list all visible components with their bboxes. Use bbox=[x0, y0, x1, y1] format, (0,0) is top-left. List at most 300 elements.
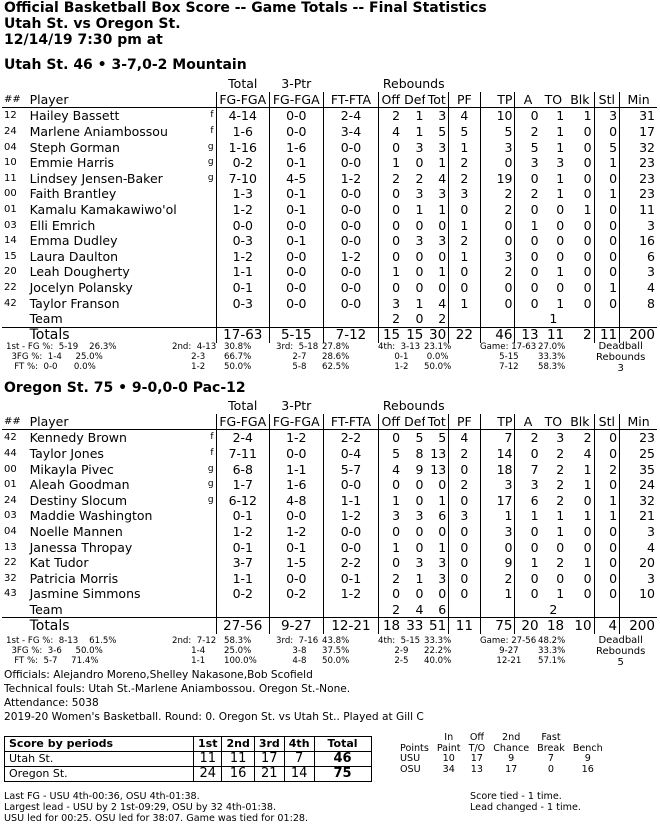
sp-header: 2nd bbox=[222, 737, 254, 752]
player-position: g bbox=[207, 494, 214, 505]
stat-value: 2 bbox=[379, 171, 402, 187]
ps-value: 16 bbox=[581, 763, 594, 775]
stat-value: 0 bbox=[438, 217, 447, 233]
player-row bbox=[2, 217, 657, 233]
stat-value: 0 bbox=[594, 217, 620, 233]
stat-value: 0 bbox=[449, 202, 480, 218]
stat-value: 0 bbox=[415, 264, 424, 280]
spacer bbox=[566, 602, 594, 618]
stat-value: 0 bbox=[379, 139, 402, 155]
spacer bbox=[28, 76, 203, 92]
jersey-number: 43 bbox=[4, 588, 17, 600]
stat-value: 16 bbox=[620, 233, 657, 249]
stat-value: 0 bbox=[556, 570, 565, 586]
stat-value: 0 bbox=[379, 555, 402, 571]
stat-value: 0 bbox=[594, 539, 620, 555]
spacer bbox=[541, 398, 567, 414]
stat-value: 1 bbox=[379, 264, 402, 280]
stat-value: 2 bbox=[480, 571, 515, 587]
stat-value: 0 bbox=[556, 539, 565, 555]
ps-head bbox=[396, 733, 433, 744]
player-position bbox=[202, 295, 216, 311]
group-header-rebounds: Rebounds bbox=[382, 76, 445, 92]
stat-value: 0 bbox=[583, 248, 592, 264]
player-position: g bbox=[207, 463, 214, 474]
deadball-rebounds: Deadball Rebounds 3 bbox=[596, 341, 646, 374]
stat-value: 1 bbox=[515, 555, 541, 571]
totals-value: 7-12 bbox=[323, 327, 379, 343]
jersey-number: 22 bbox=[4, 557, 17, 569]
stat-value: 0-0 bbox=[323, 202, 379, 218]
stat-value: 1 bbox=[594, 186, 620, 202]
stat-value: 10 bbox=[620, 586, 657, 602]
stat-value: 4-5 bbox=[270, 171, 324, 187]
stat-value: 0 bbox=[583, 492, 592, 508]
jersey-number: 42 bbox=[4, 297, 17, 309]
spacer bbox=[216, 311, 270, 327]
player-name: Mikayla Pivec bbox=[29, 461, 114, 477]
player-name: Patricia Morris bbox=[29, 570, 119, 586]
player-row bbox=[2, 524, 657, 540]
sp-score: 11 bbox=[222, 752, 254, 767]
stat-value: 3 bbox=[449, 186, 480, 202]
spacer bbox=[515, 602, 541, 618]
stat-value: 5 bbox=[449, 124, 480, 140]
stat-value: 2-2 bbox=[323, 430, 379, 446]
stat-value: 1 bbox=[480, 586, 515, 602]
stat-value: 0 bbox=[449, 539, 480, 555]
stat-value: 0 bbox=[515, 586, 541, 602]
ps-head: 2nd bbox=[502, 732, 521, 743]
matchup-title: Utah St. vs Oregon St. bbox=[4, 16, 181, 32]
stat-value: 2 bbox=[449, 477, 480, 493]
stat-value: 4 bbox=[449, 108, 480, 124]
column-header: FG-FGA bbox=[270, 414, 324, 430]
stat-value: 1 bbox=[594, 493, 620, 509]
stat-value: 0 bbox=[480, 280, 515, 296]
stat-value: 9 bbox=[415, 461, 424, 477]
technical-fouls: Technical fouls: Utah St.-Marlene Aniambossou. Oregon St.-None. bbox=[4, 683, 351, 695]
ps-value: 17 bbox=[505, 763, 518, 775]
stat-value: 1 bbox=[556, 108, 565, 124]
stat-value: 1 bbox=[438, 202, 447, 218]
stat-value: 0-0 bbox=[323, 264, 379, 280]
stat-value: 1 bbox=[556, 264, 565, 280]
stat-value: 23 bbox=[620, 155, 657, 171]
stat-value: 2 bbox=[425, 311, 448, 327]
stat-value: 18 bbox=[480, 461, 515, 477]
stat-value: 8 bbox=[620, 295, 657, 311]
stat-value: 0 bbox=[583, 217, 592, 233]
spacer bbox=[620, 76, 657, 92]
stat-value: 0 bbox=[438, 280, 447, 296]
stat-value: 0-0 bbox=[270, 571, 324, 587]
column-header: FG-FGA bbox=[216, 414, 270, 430]
column-header: Tot bbox=[425, 414, 448, 430]
ps-value: 17 bbox=[470, 753, 484, 764]
stat-value: 23 bbox=[620, 171, 657, 187]
stat-value: 0 bbox=[583, 524, 592, 540]
player-row bbox=[2, 155, 657, 171]
stat-value: 2 bbox=[556, 446, 565, 462]
spacer bbox=[323, 311, 379, 327]
stat-value: 6 bbox=[620, 249, 657, 265]
stat-value: 2 bbox=[556, 461, 565, 477]
player-name: Kat Tudor bbox=[29, 555, 89, 571]
stat-value: 0 bbox=[556, 233, 565, 249]
stat-value: 20 bbox=[620, 555, 657, 571]
column-header: Blk bbox=[566, 92, 594, 108]
stat-value: 1 bbox=[515, 217, 541, 233]
player-name: Janessa Thropay bbox=[29, 539, 133, 555]
stat-value: 7 bbox=[515, 461, 541, 477]
stat-value: 3 bbox=[594, 108, 620, 124]
stat-value: 0 bbox=[583, 170, 592, 186]
spacer bbox=[202, 398, 216, 414]
stat-value: 0-0 bbox=[270, 280, 324, 296]
pct-column: 1st - FG %: 5-19 26.3% 3FG %: 1-4 25.0% FT %: 0-0 0.0% bbox=[6, 342, 117, 372]
player-position bbox=[202, 249, 216, 265]
stat-value: 3 bbox=[620, 217, 657, 233]
spacer bbox=[594, 311, 620, 327]
stat-value: 1 bbox=[415, 295, 424, 311]
pct-column: 33.3% 22.2% 40.0% bbox=[424, 636, 452, 666]
stat-value: 5 bbox=[379, 446, 402, 462]
stat-value: 0 bbox=[594, 571, 620, 587]
stat-value: 0 bbox=[594, 430, 620, 446]
stat-value: 1 bbox=[449, 139, 480, 155]
stat-value: 10 bbox=[480, 108, 515, 124]
stat-value: 0-0 bbox=[270, 249, 324, 265]
stat-value: 0-0 bbox=[323, 524, 379, 540]
sp-score: 14 bbox=[284, 767, 314, 782]
stat-value: 1 bbox=[415, 570, 424, 586]
stat-value: 0 bbox=[449, 461, 480, 477]
stat-value: 13 bbox=[430, 461, 447, 477]
totals-value: 75 bbox=[480, 618, 515, 634]
stat-value: 0 bbox=[480, 155, 515, 171]
sp-header: 1st bbox=[194, 737, 222, 752]
player-row bbox=[2, 108, 657, 124]
stat-value: 1 bbox=[449, 295, 480, 311]
stat-value: 0-1 bbox=[270, 539, 324, 555]
totals-value: 22 bbox=[449, 327, 480, 343]
stat-value: 3 bbox=[415, 186, 424, 202]
stat-value: 0 bbox=[449, 586, 480, 602]
stat-value: 1 bbox=[583, 508, 592, 524]
player-position: f bbox=[210, 432, 214, 443]
stat-value: 1-6 bbox=[270, 477, 324, 493]
stat-value: 25 bbox=[620, 446, 657, 462]
stat-value: 5 bbox=[480, 124, 515, 140]
largest-lead: Largest lead - USU by 2 1st-09:29, OSU by 32 4th-01:38. bbox=[4, 802, 277, 813]
totals-value: 27-56 bbox=[216, 618, 270, 634]
pct-column: 3rd: 7-16 3-8 4-8 bbox=[276, 636, 319, 666]
stat-value: 0 bbox=[480, 217, 515, 233]
stat-value: 1 bbox=[379, 493, 402, 509]
jersey-number: 13 bbox=[4, 541, 17, 553]
group-header-3ptr: 3-Ptr bbox=[281, 398, 312, 414]
totals-row bbox=[2, 327, 657, 343]
stat-value: 1 bbox=[449, 249, 480, 265]
column-header-number: ## bbox=[2, 92, 28, 108]
ps-value: 34 bbox=[442, 763, 455, 775]
stat-value: 1-16 bbox=[216, 139, 270, 155]
totals-label: Totals bbox=[29, 617, 70, 634]
stat-value: 2 bbox=[449, 233, 480, 249]
stat-value: 1 bbox=[556, 186, 565, 202]
player-row bbox=[2, 461, 657, 477]
stat-value: 1 bbox=[556, 124, 565, 140]
ps-value: 0 bbox=[547, 763, 555, 775]
team-row bbox=[2, 311, 657, 327]
stat-value: 0 bbox=[415, 524, 424, 540]
stat-value: 0 bbox=[583, 295, 592, 311]
stat-value: 13 bbox=[430, 446, 447, 462]
totals-value: 15 bbox=[406, 327, 424, 343]
ps-value: 9 bbox=[584, 753, 591, 764]
stat-value: 32 bbox=[620, 493, 657, 509]
stat-value: 1 bbox=[379, 155, 402, 171]
stat-value: 1 bbox=[556, 508, 565, 524]
column-header: Off bbox=[379, 92, 402, 108]
stat-value: 1 bbox=[583, 202, 592, 218]
player-row bbox=[2, 446, 657, 462]
stat-value: 1-2 bbox=[323, 249, 379, 265]
jersey-number: 11 bbox=[4, 172, 17, 184]
stat-value: 0 bbox=[438, 524, 447, 540]
stat-value: 0 bbox=[449, 264, 480, 280]
stat-value: 0 bbox=[402, 311, 425, 327]
stat-value: 2 bbox=[594, 461, 620, 477]
stat-value: 3 bbox=[438, 108, 447, 124]
stat-value: 8 bbox=[415, 446, 424, 462]
player-name: Lindsey Jensen-Baker bbox=[29, 170, 163, 186]
spacer bbox=[270, 602, 324, 618]
stat-value: 3 bbox=[480, 249, 515, 265]
stat-value: 0-0 bbox=[323, 217, 379, 233]
stat-value: 0 bbox=[415, 492, 424, 508]
spacer bbox=[620, 602, 657, 618]
stat-value: 1 bbox=[480, 508, 515, 524]
stat-value: 0 bbox=[515, 280, 541, 296]
stat-value: 0-0 bbox=[270, 446, 324, 462]
stat-value: 3 bbox=[438, 186, 447, 202]
stat-value: 1-1 bbox=[216, 571, 270, 587]
stat-value: 0-0 bbox=[323, 155, 379, 171]
column-header: Min bbox=[620, 92, 657, 108]
stat-value: 1 bbox=[556, 586, 565, 602]
column-header: TO bbox=[541, 92, 567, 108]
player-name: Leah Dougherty bbox=[29, 264, 130, 280]
stat-value: 2 bbox=[556, 477, 565, 493]
sp-header: 4th bbox=[284, 737, 314, 752]
player-row bbox=[2, 539, 657, 555]
spacer bbox=[449, 311, 480, 327]
stat-value: 0-2 bbox=[216, 586, 270, 602]
totals-value: 11 bbox=[546, 327, 565, 343]
ps-team: USU bbox=[400, 753, 421, 764]
stat-value: 2 bbox=[480, 202, 515, 218]
jersey-number: 12 bbox=[4, 110, 17, 122]
player-row bbox=[2, 477, 657, 493]
jersey-number: 32 bbox=[4, 572, 17, 584]
stat-value: 1-2 bbox=[270, 430, 324, 446]
column-header: Blk bbox=[566, 414, 594, 430]
stat-value: 1-1 bbox=[323, 493, 379, 509]
stat-value: 0 bbox=[594, 202, 620, 218]
stat-value: 2 bbox=[449, 171, 480, 187]
spacer bbox=[515, 311, 541, 327]
stat-value: 0 bbox=[594, 124, 620, 140]
column-header: Stl bbox=[594, 414, 620, 430]
pct-column: 30.8% 66.7% 50.0% bbox=[224, 342, 252, 372]
pct-column: Game: 27-56 9-27 12-21 bbox=[480, 636, 537, 666]
column-header-number: ## bbox=[2, 414, 28, 430]
jersey-number: 01 bbox=[4, 479, 17, 491]
stat-value: 3 bbox=[438, 233, 447, 249]
player-row bbox=[2, 508, 657, 524]
stat-value: 17 bbox=[480, 493, 515, 509]
stat-value: 0 bbox=[515, 571, 541, 587]
player-name: Taylor Franson bbox=[29, 295, 120, 311]
stat-value: 4 bbox=[402, 602, 425, 618]
stat-value: 1-3 bbox=[216, 186, 270, 202]
stat-value: 1-2 bbox=[323, 508, 379, 524]
lead-changed: Lead changed - 1 time. bbox=[470, 802, 581, 813]
ps-head: Break bbox=[537, 742, 565, 754]
stat-value: 3 bbox=[379, 295, 402, 311]
stat-value: 0 bbox=[449, 555, 480, 571]
jersey-number: 03 bbox=[4, 219, 17, 231]
stat-value: 0-0 bbox=[216, 217, 270, 233]
spacer bbox=[620, 311, 657, 327]
ps-head: Points bbox=[400, 742, 429, 754]
player-position bbox=[202, 524, 216, 540]
stat-value: 7-11 bbox=[216, 446, 270, 462]
stat-value: 2 bbox=[449, 155, 480, 171]
stat-value: 0-0 bbox=[323, 186, 379, 202]
spacer bbox=[480, 311, 515, 327]
pct-column: 43.8% 37.5% 50.0% bbox=[322, 636, 350, 666]
group-header-3ptr: 3-Ptr bbox=[281, 76, 312, 92]
team-title-oregon: Oregon St. 75 • 9-0,0-0 Pac-12 bbox=[4, 380, 246, 396]
player-name: Destiny Slocum bbox=[29, 492, 128, 508]
stat-value: 0 bbox=[594, 477, 620, 493]
stat-value: 4 bbox=[620, 280, 657, 296]
spacer bbox=[449, 76, 480, 92]
team-label: Team bbox=[28, 602, 216, 618]
spacer bbox=[515, 76, 541, 92]
ps-head: Chance bbox=[493, 742, 530, 754]
box-score-table-oregon bbox=[2, 398, 657, 634]
stat-value: 0 bbox=[583, 124, 592, 140]
stat-value: 0 bbox=[449, 571, 480, 587]
player-row bbox=[2, 280, 657, 296]
pct-column: 1st - FG %: 8-13 61.5% 3FG %: 3-6 50.0% FT %: 5-7 71.4% bbox=[6, 636, 117, 666]
column-header: FG-FGA bbox=[270, 92, 324, 108]
spacer bbox=[515, 398, 541, 414]
player-row bbox=[2, 430, 657, 446]
stat-value: 0 bbox=[594, 249, 620, 265]
stat-value: 0 bbox=[594, 171, 620, 187]
spacer bbox=[216, 602, 270, 618]
stat-value: 0 bbox=[515, 171, 541, 187]
stat-value: 0-1 bbox=[270, 155, 324, 171]
spacer bbox=[541, 76, 567, 92]
player-name: Emmie Harris bbox=[29, 155, 115, 171]
stat-value: 3 bbox=[480, 139, 515, 155]
stat-value: 0 bbox=[583, 139, 592, 155]
spacer bbox=[594, 398, 620, 414]
column-header: PF bbox=[449, 92, 480, 108]
spacer bbox=[2, 311, 28, 327]
player-name: Noelle Mannen bbox=[29, 524, 123, 540]
stat-value: 0 bbox=[480, 539, 515, 555]
jersey-number: 00 bbox=[4, 463, 17, 475]
player-position bbox=[202, 217, 216, 233]
ps-team: OSU bbox=[400, 763, 421, 775]
stat-value: 0 bbox=[515, 249, 541, 265]
player-position: g bbox=[207, 141, 214, 152]
stat-value: 1-2 bbox=[216, 524, 270, 540]
stat-value: 0 bbox=[379, 280, 402, 296]
stat-value: 0 bbox=[379, 524, 402, 540]
stat-value: 4 bbox=[620, 539, 657, 555]
player-position: f bbox=[210, 110, 214, 121]
stat-value: 0 bbox=[415, 248, 424, 264]
spacer bbox=[28, 398, 203, 414]
lead-time: USU led for 00:25. OSU led for 38:07. Game was tied for 01:28. bbox=[4, 813, 309, 824]
stat-value: 0-0 bbox=[270, 108, 324, 124]
column-header-player: Player bbox=[28, 414, 216, 430]
score-by-periods-table bbox=[4, 736, 372, 782]
stat-value: 5 bbox=[438, 124, 447, 140]
stat-value: 2 bbox=[449, 446, 480, 462]
game-date: 12/14/19 7:30 pm at bbox=[4, 32, 163, 48]
sp-header-label: Score by periods bbox=[5, 737, 194, 752]
totals-value: 9-27 bbox=[270, 618, 324, 634]
score-tied: Score tied - 1 time. bbox=[470, 791, 562, 802]
ps-head: Bench bbox=[572, 742, 603, 754]
totals-value: 13 bbox=[515, 327, 541, 343]
stat-value: 2 bbox=[480, 186, 515, 202]
stat-value: 1 bbox=[583, 555, 592, 571]
column-header: Min bbox=[620, 414, 657, 430]
stat-value: 3 bbox=[379, 508, 402, 524]
stat-value: 0 bbox=[379, 186, 402, 202]
stat-value: 0 bbox=[480, 233, 515, 249]
player-position bbox=[202, 586, 216, 602]
stat-value: 2 bbox=[379, 571, 402, 587]
pct-column: 23.1% 0.0% 50.0% bbox=[424, 342, 452, 372]
stat-value: 0 bbox=[415, 586, 424, 602]
stat-value: 3 bbox=[556, 155, 565, 171]
stat-value: 0-1 bbox=[216, 539, 270, 555]
column-header: A bbox=[515, 414, 541, 430]
ps-head: Fast bbox=[541, 732, 561, 743]
attendance: Attendance: 5038 bbox=[4, 697, 99, 709]
totals-value: 5-15 bbox=[270, 327, 324, 343]
stat-value: 1 bbox=[556, 170, 565, 186]
stat-value: 1-7 bbox=[216, 477, 270, 493]
player-name: Steph Gorman bbox=[29, 139, 120, 155]
player-name: Taylor Jones bbox=[29, 446, 104, 462]
stat-value: 3 bbox=[415, 555, 424, 571]
stat-value: 4 bbox=[449, 430, 480, 446]
jersey-number: 00 bbox=[4, 188, 17, 200]
sp-team: Oregon St. bbox=[5, 767, 194, 782]
